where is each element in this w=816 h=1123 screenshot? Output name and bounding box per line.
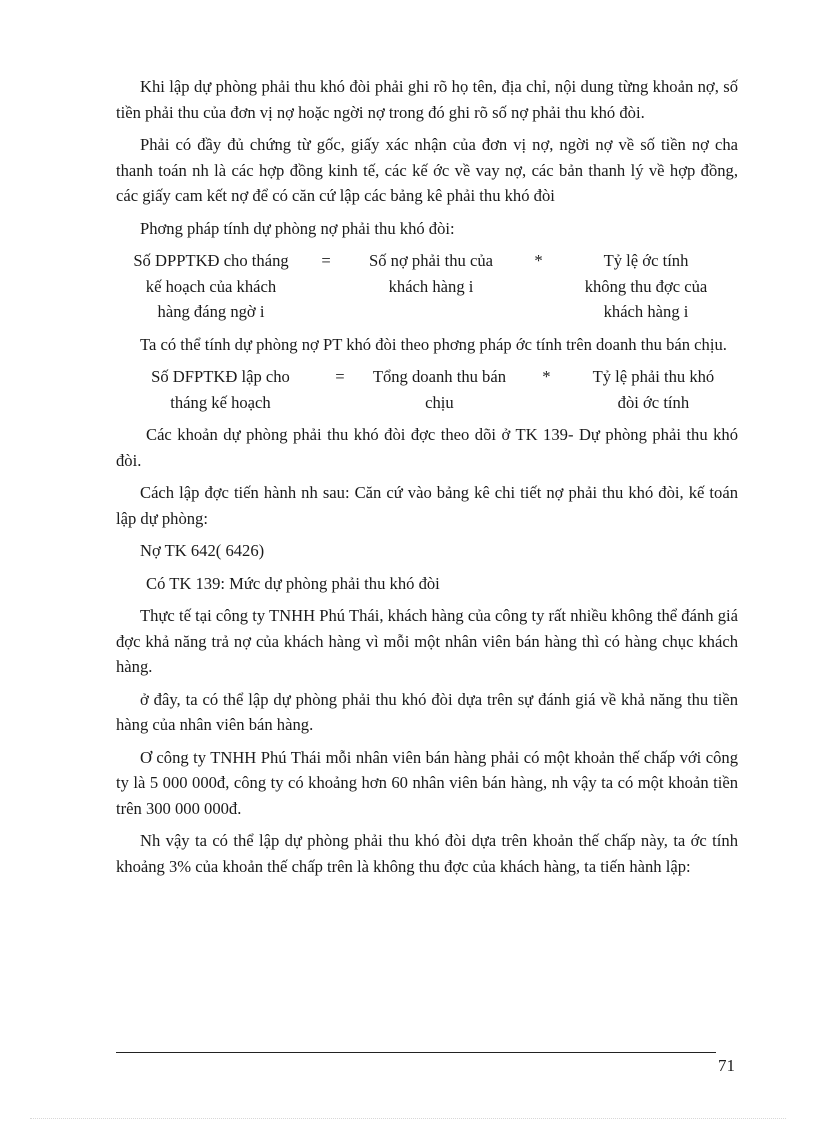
formula2-left: Số DFPTKĐ lập cho tháng kế hoạch xyxy=(151,367,290,412)
formula1-multiply: * xyxy=(534,251,543,270)
footer-divider xyxy=(116,1052,716,1053)
formula1-middle: Số nợ phải thu của khách hàng i xyxy=(369,251,493,296)
paragraph-1: Khi lập dự phòng phải thu khó đòi phải ghi rõ họ tên, địa chỉ, nội dung từng khoản nợ, số tiền phải thu của đơn vị nợ hoặc ngời nợ trong đó ghi rõ số nợ phải thu khó đòi. xyxy=(116,77,738,122)
formula2-equals: = xyxy=(335,367,345,386)
formula-dpptkd-per-customer xyxy=(116,248,738,325)
formula2-right: Tỷ lệ phải thu khó đòi ớc tính xyxy=(592,367,715,412)
formula1-left: Số DPPTKĐ cho tháng kế hoạch của khách hàng đáng ngờ i xyxy=(133,251,289,321)
paragraph-12: Nh vậy ta có thể lập dự phòng phải thu khó đòi dựa trên khoản thế chấp này, ta ớc tính khoảng 3% của khoản thế chấp trên là không thu đợc của khách hàng, ta tiến hành lập: xyxy=(116,831,738,876)
paragraph-3: Phơng pháp tính dự phòng nợ phải thu khó đòi: xyxy=(140,218,455,238)
paragraph-2: Phải có đầy đủ chứng từ gốc, giấy xác nhận của đơn vị nợ, ngời nợ về số tiền nợ cha thanh toán nh là các hợp đồng kinh tế, các kế ớc về vay nợ, các bản thanh lý về hợp đồng, các giấy cam kết nợ để có căn cứ lập các bảng kê phải thu khó đòi xyxy=(116,135,738,205)
paragraph-5: Các khoản dự phòng phải thu khó đòi đợc theo dõi ở TK 139- Dự phòng phải thu khó đòi. xyxy=(116,425,738,470)
paragraph-11: Ơ công ty TNHH Phú Thái mỗi nhân viên bán hàng phải có một khoản thế chấp với công ty là 5 000 000đ, công ty có khoảng hơn 60 nhân viên bán hàng, nh vậy ta có một khoản tiền trên 300 000 000đ. xyxy=(116,747,738,818)
page-number: 71 xyxy=(718,1056,735,1075)
document-body xyxy=(116,74,738,886)
paragraph-4: Ta có thể tính dự phòng nợ PT khó đòi theo phơng pháp ớc tính trên doanh thu bán chịu. xyxy=(140,334,727,354)
formula2-middle: Tổng doanh thu bán chịu xyxy=(372,367,507,412)
paragraph-8: Có TK 139: Mức dự phòng phải thu khó đòi xyxy=(146,573,440,593)
page-bottom-edge xyxy=(30,1118,786,1119)
formula1-right: Tỷ lệ ớc tính không thu đợc của khách hàng i xyxy=(584,251,708,321)
formula-dfptkd-monthly xyxy=(116,364,738,415)
paragraph-6: Cách lập đợc tiến hành nh sau: Căn cứ vào bảng kê chi tiết nợ phải thu khó đòi, kế toán lập dự phòng: xyxy=(116,483,738,528)
formula2-multiply: * xyxy=(542,367,551,386)
paragraph-9: Thực tế tại công ty TNHH Phú Thái, khách hàng của công ty rất nhiều không thể đánh giá đợc khả năng trả nợ của khách hàng vì mỗi một nhân viên bán hàng thì có hàng chục khách hàng. xyxy=(116,606,738,676)
paragraph-7: Nợ TK 642( 6426) xyxy=(140,541,265,560)
formula1-equals: = xyxy=(321,251,331,270)
paragraph-10: ở đây, ta có thể lập dự phòng phải thu khó đòi dựa trên sự đánh giá về khả năng thu tiền hàng của nhân viên bán hàng. xyxy=(116,689,738,734)
